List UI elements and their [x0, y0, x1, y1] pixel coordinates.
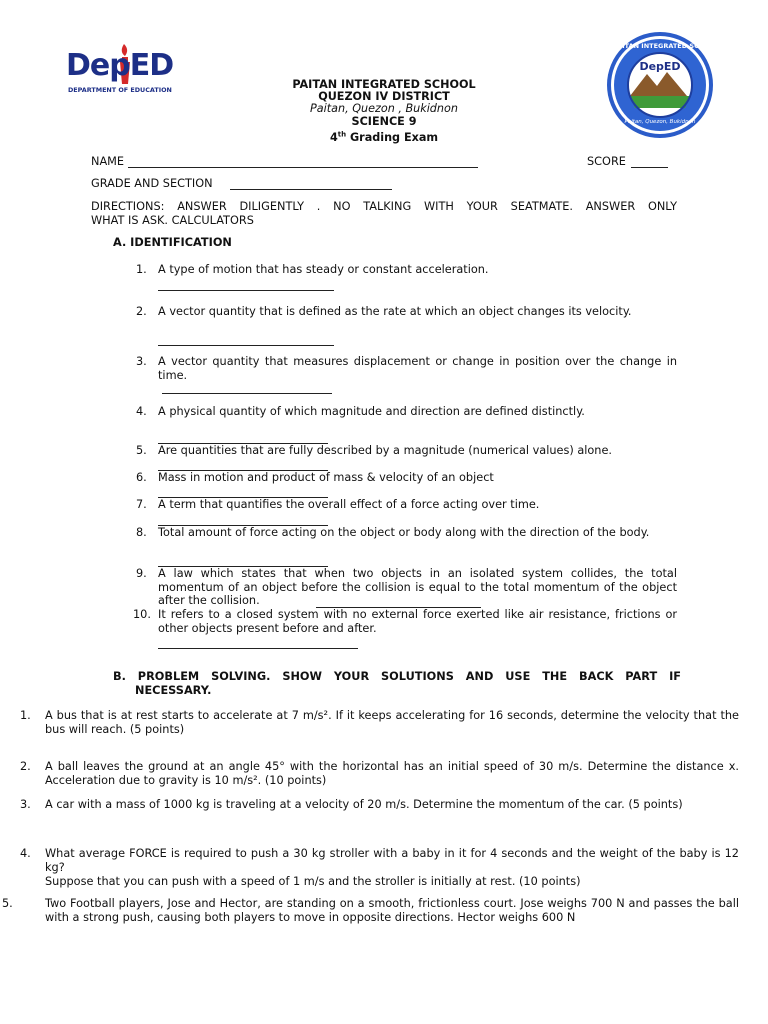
seal-ring-bottom: Paitan, Quezon, Bukidnon [624, 119, 696, 125]
deped-subtitle: DEPARTMENT OF EDUCATION [68, 86, 172, 94]
district: QUEZON IV DISTRICT [318, 90, 450, 103]
id-question-2: 2. A vector quantity that is defined as the rate at which an object changes its velocity. [136, 305, 632, 318]
problem-4: 4. What average FORCE is required to push a 30 kg stroller with a baby in it for 4 seconds and the weight of the baby is 12 kg? Suppose that you can push with a speed of 1 m/s and the stroller is initially at rest. (10 points) [20, 847, 739, 888]
problem-5: 5. Two Football players, Jose and Hector, are standing on a smooth, frictionless court. Jose weighs 700 N and passes the ball with a strong push, causing both players to move in opposite directions. Hector weighs 600 N [2, 897, 739, 924]
address: Paitan, Quezon , Bukidnon [310, 102, 458, 115]
section-a-title: A. IDENTIFICATION [113, 236, 232, 249]
name-field[interactable] [128, 167, 478, 168]
problem-3: 3. A car with a mass of 1000 kg is traveling at a velocity of 20 m/s. Determine the momentum of the car. (5 points) [20, 798, 683, 811]
id-question-5: 5. Are quantities that are fully described by a magnitude (numerical values) alone. [136, 444, 613, 457]
answer-blank-1[interactable] [158, 290, 334, 291]
problem-4-extra: Suppose that you can push with a speed of 1 m/s and the stroller is initially at rest. (10 points) [45, 874, 581, 888]
grade-section-field[interactable] [230, 189, 392, 190]
id-question-1: 1. A type of motion that has steady or constant acceleration. [136, 263, 489, 276]
section-b-title: B. PROBLEM SOLVING. SHOW YOUR SOLUTIONS AND USE THE BACK PART IF NECESSARY. [113, 670, 681, 697]
score-label: SCORE [587, 155, 626, 168]
name-label: NAME [91, 155, 125, 168]
id-question-6: 6. Mass in motion and product of mass & velocity of an object [136, 471, 494, 484]
problem-1: 1. A bus that is at rest starts to accelerate at 7 m/s². If it keeps accelerating for 16 seconds, determine the velocity that the bus will reach. (5 points) [20, 709, 739, 736]
id-question-4: 4. A physical quantity of which magnitude and direction are defined distinctly. [136, 405, 585, 418]
id-question-7: 7. A term that quantifies the overall effect of a force acting over time. [136, 498, 540, 511]
id-question-10: 10. It refers to a closed system with no external force exerted like air resistance, frictions or other objects present before and after. [133, 608, 677, 635]
answer-blank-2[interactable] [158, 345, 334, 346]
exam-title: 4th Grading Exam [329, 130, 439, 144]
seal-center-text: DepED [639, 60, 681, 73]
school-name: PAITAN INTEGRATED SCHOOL [292, 78, 476, 91]
answer-blank-10[interactable] [158, 648, 358, 649]
score-field[interactable] [631, 167, 668, 168]
id-question-8: 8. Total amount of force acting on the object or body along with the direction of the body. [136, 526, 650, 539]
grade-section-label: GRADE AND SECTION [91, 177, 213, 190]
answer-blank-3[interactable] [162, 393, 332, 394]
id-question-9: 9. A law which states that when two objects in an isolated system collides, the total momentum of an object before the collision is equal to the total momentum of the object after the collision. [136, 567, 677, 608]
seal-ring-top: PAITAN INTEGRATED SCHOOL [613, 42, 720, 50]
directions: DIRECTIONS: ANSWER DILIGENTLY . NO TALKING WITH YOUR SEATMATE. ANSWER ONLY WHAT IS ASK. CALCULATORS [91, 200, 677, 227]
subject: SCIENCE 9 [351, 115, 417, 128]
deped-wordmark: DepED [66, 48, 174, 83]
id-question-3: 3. A vector quantity that measures displacement or change in position over the change in time. [136, 355, 677, 382]
problem-2: 2. A ball leaves the ground at an angle 45° with the horizontal has an initial speed of 30 m/s. Determine the distance x. Acceleration due to gravity is 10 m/s². (10 points) [20, 760, 739, 787]
